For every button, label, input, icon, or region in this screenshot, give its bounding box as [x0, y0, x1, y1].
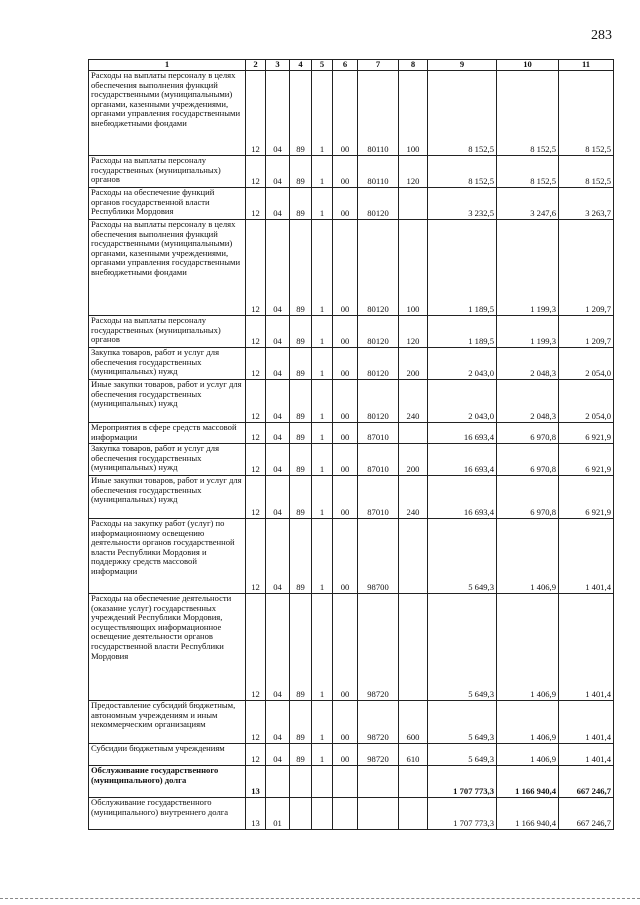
table-cell-code-3: 04 [266, 348, 290, 380]
col-header: 7 [358, 60, 399, 71]
table-cell-code-3: 04 [266, 188, 290, 220]
table-cell-value-10: 6 970,8 [497, 423, 559, 444]
table-cell-name: Обслуживание государственного (муниципального) внутреннего долга [89, 798, 246, 830]
table-cell-code-2: 12 [246, 156, 266, 188]
table-cell-code-5: 1 [312, 156, 333, 188]
table-cell-value-9: 16 693,4 [428, 444, 497, 476]
table-row [89, 423, 614, 444]
table-cell-code-7: 80120 [358, 188, 399, 220]
table-cell-name: Иные закупки товаров, работ и услуг для обеспечения государственных (муниципальных) нужд [89, 476, 246, 519]
table-cell-code-5: 1 [312, 423, 333, 444]
table-cell-code-8 [399, 423, 428, 444]
table-cell-code-6: 00 [333, 423, 358, 444]
table-cell-code-5: 1 [312, 188, 333, 220]
table-cell-value-9: 16 693,4 [428, 476, 497, 519]
table-cell-code-5: 1 [312, 701, 333, 744]
table-cell-code-7: 87010 [358, 444, 399, 476]
table-cell-code-2: 13 [246, 766, 266, 798]
table-row [89, 188, 614, 220]
table-cell-code-6: 00 [333, 519, 358, 594]
table-cell-code-5 [312, 766, 333, 798]
table-cell-code-8: 100 [399, 71, 428, 156]
table-cell-value-10: 1 406,9 [497, 519, 559, 594]
table-cell-code-3: 04 [266, 71, 290, 156]
col-header: 4 [290, 60, 312, 71]
table-cell-code-8: 610 [399, 744, 428, 766]
col-header: 6 [333, 60, 358, 71]
table-row [89, 476, 614, 519]
table-cell-code-8: 240 [399, 476, 428, 519]
table-cell-code-8: 240 [399, 380, 428, 423]
table-cell-value-10: 1 406,9 [497, 594, 559, 701]
table-cell-code-6: 00 [333, 188, 358, 220]
table-cell-code-2: 12 [246, 701, 266, 744]
table-cell-value-9: 8 152,5 [428, 71, 497, 156]
table-cell-code-4: 89 [290, 156, 312, 188]
table-cell-value-11: 667 246,7 [559, 798, 614, 830]
table-cell-code-3: 04 [266, 744, 290, 766]
table-cell-name: Закупка товаров, работ и услуг для обеспечения государственных (муниципальных) нужд [89, 348, 246, 380]
table-cell-value-11: 1 401,4 [559, 701, 614, 744]
table-row [89, 594, 614, 701]
table-cell-code-6: 00 [333, 594, 358, 701]
table-cell-code-6: 00 [333, 316, 358, 348]
table-row [89, 380, 614, 423]
table-cell-name: Мероприятия в сфере средств массовой информации [89, 423, 246, 444]
table-cell-code-4: 89 [290, 316, 312, 348]
col-header: 11 [559, 60, 614, 71]
table-cell-code-3: 04 [266, 519, 290, 594]
table-cell-code-6: 00 [333, 71, 358, 156]
table-cell-code-4 [290, 766, 312, 798]
table-cell-code-4: 89 [290, 476, 312, 519]
table-cell-code-8: 120 [399, 316, 428, 348]
table-cell-code-4: 89 [290, 594, 312, 701]
table-cell-code-2: 12 [246, 220, 266, 316]
table-cell-code-5: 1 [312, 744, 333, 766]
table-cell-code-3 [266, 766, 290, 798]
table-cell-code-7: 98720 [358, 701, 399, 744]
table-cell-name: Расходы на обеспечение функций органов государственной власти Республики Мордовия [89, 188, 246, 220]
table-cell-value-11: 8 152,5 [559, 71, 614, 156]
table-cell-value-11: 1 401,4 [559, 744, 614, 766]
table-cell-name: Расходы на обеспечение деятельности (оказание услуг) государственных учреждений Республики Мордовия, осуществляющих информационное освещение деятельности органов государственной власти Республики Мордовия [89, 594, 246, 701]
table-cell-code-4: 89 [290, 744, 312, 766]
table-cell-code-6: 00 [333, 444, 358, 476]
table-cell-code-8: 100 [399, 220, 428, 316]
table-cell-value-11: 1 209,7 [559, 220, 614, 316]
table-cell-code-3: 01 [266, 798, 290, 830]
table-cell-value-10: 6 970,8 [497, 444, 559, 476]
table-cell-code-4 [290, 798, 312, 830]
table-cell-code-7: 87010 [358, 423, 399, 444]
col-header: 3 [266, 60, 290, 71]
table-cell-code-8 [399, 594, 428, 701]
table-cell-code-5: 1 [312, 444, 333, 476]
table-cell-code-2: 12 [246, 348, 266, 380]
table-cell-code-2: 13 [246, 798, 266, 830]
table-row [89, 798, 614, 830]
table-row [89, 519, 614, 594]
table-cell-code-4: 89 [290, 701, 312, 744]
table-cell-value-11: 2 054,0 [559, 348, 614, 380]
table-cell-code-6 [333, 798, 358, 830]
table-cell-value-10: 8 152,5 [497, 71, 559, 156]
table-cell-name: Расходы на закупку работ (услуг) по информационному освещению деятельности органов государственной власти Республики Мордовия и поддержку средств массовой информации [89, 519, 246, 594]
table-cell-value-11: 6 921,9 [559, 423, 614, 444]
table-cell-code-3: 04 [266, 380, 290, 423]
table-cell-value-9: 1 707 773,3 [428, 798, 497, 830]
col-header: 10 [497, 60, 559, 71]
table-row [89, 71, 614, 156]
table-cell-code-3: 04 [266, 156, 290, 188]
table-cell-value-9: 5 649,3 [428, 519, 497, 594]
table-cell-code-4: 89 [290, 380, 312, 423]
table-cell-code-6: 00 [333, 701, 358, 744]
table-cell-code-8: 120 [399, 156, 428, 188]
table-cell-value-10: 2 048,3 [497, 348, 559, 380]
table-cell-value-9: 1 189,5 [428, 316, 497, 348]
table-cell-code-3: 04 [266, 316, 290, 348]
table-cell-name: Субсидии бюджетным учреждениям [89, 744, 246, 766]
table-cell-code-4: 89 [290, 444, 312, 476]
table-cell-name: Расходы на выплаты персоналу государственных (муниципальных) органов [89, 316, 246, 348]
table-cell-code-3: 04 [266, 423, 290, 444]
table-cell-value-10: 2 048,3 [497, 380, 559, 423]
table-cell-value-11: 1 401,4 [559, 519, 614, 594]
table-cell-code-2: 12 [246, 71, 266, 156]
table-cell-value-9: 3 232,5 [428, 188, 497, 220]
table-cell-code-7 [358, 798, 399, 830]
table-cell-code-4: 89 [290, 423, 312, 444]
table-cell-code-8: 200 [399, 444, 428, 476]
table-cell-code-7: 98720 [358, 594, 399, 701]
table-cell-value-9: 2 043,0 [428, 380, 497, 423]
table-cell-value-9: 8 152,5 [428, 156, 497, 188]
page-number: 283 [591, 28, 612, 43]
table-cell-name: Закупка товаров, работ и услуг для обеспечения государственных (муниципальных) нужд [89, 444, 246, 476]
table-cell-code-8 [399, 519, 428, 594]
table-cell-value-11: 6 921,9 [559, 476, 614, 519]
table-cell-code-3: 04 [266, 476, 290, 519]
table-cell-code-2: 12 [246, 444, 266, 476]
table-cell-code-2: 12 [246, 519, 266, 594]
table-cell-value-11: 8 152,5 [559, 156, 614, 188]
col-header: 2 [246, 60, 266, 71]
table-cell-code-6: 00 [333, 220, 358, 316]
table-cell-value-9: 1 189,5 [428, 220, 497, 316]
table-cell-value-10: 1 406,9 [497, 744, 559, 766]
table-cell-code-8 [399, 188, 428, 220]
table-header-row [89, 60, 614, 71]
table-cell-code-3: 04 [266, 701, 290, 744]
table-cell-code-2: 12 [246, 188, 266, 220]
table-cell-code-2: 12 [246, 423, 266, 444]
table-cell-code-5: 1 [312, 519, 333, 594]
table-row [89, 348, 614, 380]
table-cell-code-5: 1 [312, 476, 333, 519]
table-cell-value-10: 1 166 940,4 [497, 798, 559, 830]
table-cell-code-4: 89 [290, 188, 312, 220]
table-row [89, 316, 614, 348]
table-row [89, 766, 614, 798]
table-cell-code-4: 89 [290, 348, 312, 380]
table-cell-value-11: 6 921,9 [559, 444, 614, 476]
table-cell-code-8 [399, 798, 428, 830]
table-cell-value-10: 1 199,3 [497, 220, 559, 316]
table-cell-code-6: 00 [333, 380, 358, 423]
table-cell-code-5: 1 [312, 380, 333, 423]
table-cell-value-9: 16 693,4 [428, 423, 497, 444]
table-cell-code-7: 80120 [358, 220, 399, 316]
table-cell-code-5 [312, 798, 333, 830]
table-cell-code-7: 80110 [358, 156, 399, 188]
table-cell-value-11: 3 263,7 [559, 188, 614, 220]
table-cell-value-9: 5 649,3 [428, 744, 497, 766]
table-cell-value-10: 3 247,6 [497, 188, 559, 220]
col-header: 8 [399, 60, 428, 71]
table-cell-value-10: 1 166 940,4 [497, 766, 559, 798]
table-cell-code-2: 12 [246, 316, 266, 348]
table-row [89, 744, 614, 766]
table-cell-code-7: 80120 [358, 348, 399, 380]
table-cell-code-7: 80120 [358, 380, 399, 423]
table-cell-code-5: 1 [312, 71, 333, 156]
table-cell-name: Расходы на выплаты персоналу государственных (муниципальных) органов [89, 156, 246, 188]
col-header: 1 [89, 60, 246, 71]
table-cell-value-9: 1 707 773,3 [428, 766, 497, 798]
table-row [89, 444, 614, 476]
table-cell-value-9: 5 649,3 [428, 594, 497, 701]
table-cell-code-8 [399, 766, 428, 798]
table-cell-code-4: 89 [290, 519, 312, 594]
table-cell-name: Предоставление субсидий бюджетным, автономным учреждениям и иным некоммерческим организациям [89, 701, 246, 744]
table-cell-code-7: 80110 [358, 71, 399, 156]
table-cell-value-11: 1 401,4 [559, 594, 614, 701]
table-cell-code-3: 04 [266, 444, 290, 476]
table-cell-code-7: 87010 [358, 476, 399, 519]
page-footer-line [0, 898, 640, 899]
table-cell-name: Обслуживание государственного (муниципального) долга [89, 766, 246, 798]
table-cell-value-10: 8 152,5 [497, 156, 559, 188]
table-cell-name: Иные закупки товаров, работ и услуг для обеспечения государственных (муниципальных) нужд [89, 380, 246, 423]
table-cell-value-11: 2 054,0 [559, 380, 614, 423]
table-cell-code-5: 1 [312, 220, 333, 316]
table-cell-value-11: 1 209,7 [559, 316, 614, 348]
table-cell-name: Расходы на выплаты персоналу в целях обеспечения выполнения функций государственными (муниципальными) органами, казенными учреждениями, органами управления государственными внебюджетными фондами [89, 220, 246, 316]
table-cell-code-7: 98720 [358, 744, 399, 766]
table-cell-code-6: 00 [333, 156, 358, 188]
table-cell-value-10: 1 199,3 [497, 316, 559, 348]
table-row [89, 701, 614, 744]
table-cell-code-7: 80120 [358, 316, 399, 348]
col-header: 9 [428, 60, 497, 71]
table-cell-code-5: 1 [312, 594, 333, 701]
table-cell-value-10: 1 406,9 [497, 701, 559, 744]
table-cell-name: Расходы на выплаты персоналу в целях обеспечения выполнения функций государственными (муниципальными) органами, казенными учреждениями, органами управления государственными внебюджетными фондами [89, 71, 246, 156]
table-cell-value-10: 6 970,8 [497, 476, 559, 519]
table-cell-value-11: 667 246,7 [559, 766, 614, 798]
table-cell-code-8: 200 [399, 348, 428, 380]
table-cell-code-6: 00 [333, 476, 358, 519]
table-cell-code-6 [333, 766, 358, 798]
table-row [89, 156, 614, 188]
table-cell-code-4: 89 [290, 71, 312, 156]
col-header: 5 [312, 60, 333, 71]
table-cell-value-9: 2 043,0 [428, 348, 497, 380]
table-cell-code-7: 98700 [358, 519, 399, 594]
table-cell-code-2: 12 [246, 594, 266, 701]
table-cell-code-2: 12 [246, 744, 266, 766]
table-cell-code-5: 1 [312, 348, 333, 380]
table-cell-code-5: 1 [312, 316, 333, 348]
table-cell-code-3: 04 [266, 220, 290, 316]
table-cell-code-2: 12 [246, 476, 266, 519]
budget-table [88, 59, 614, 830]
table-cell-code-6: 00 [333, 744, 358, 766]
table-cell-code-3: 04 [266, 594, 290, 701]
table-cell-value-9: 5 649,3 [428, 701, 497, 744]
table-cell-code-2: 12 [246, 380, 266, 423]
table-cell-code-8: 600 [399, 701, 428, 744]
table-cell-code-4: 89 [290, 220, 312, 316]
table-cell-code-7 [358, 766, 399, 798]
table-cell-code-6: 00 [333, 348, 358, 380]
table-row [89, 220, 614, 316]
